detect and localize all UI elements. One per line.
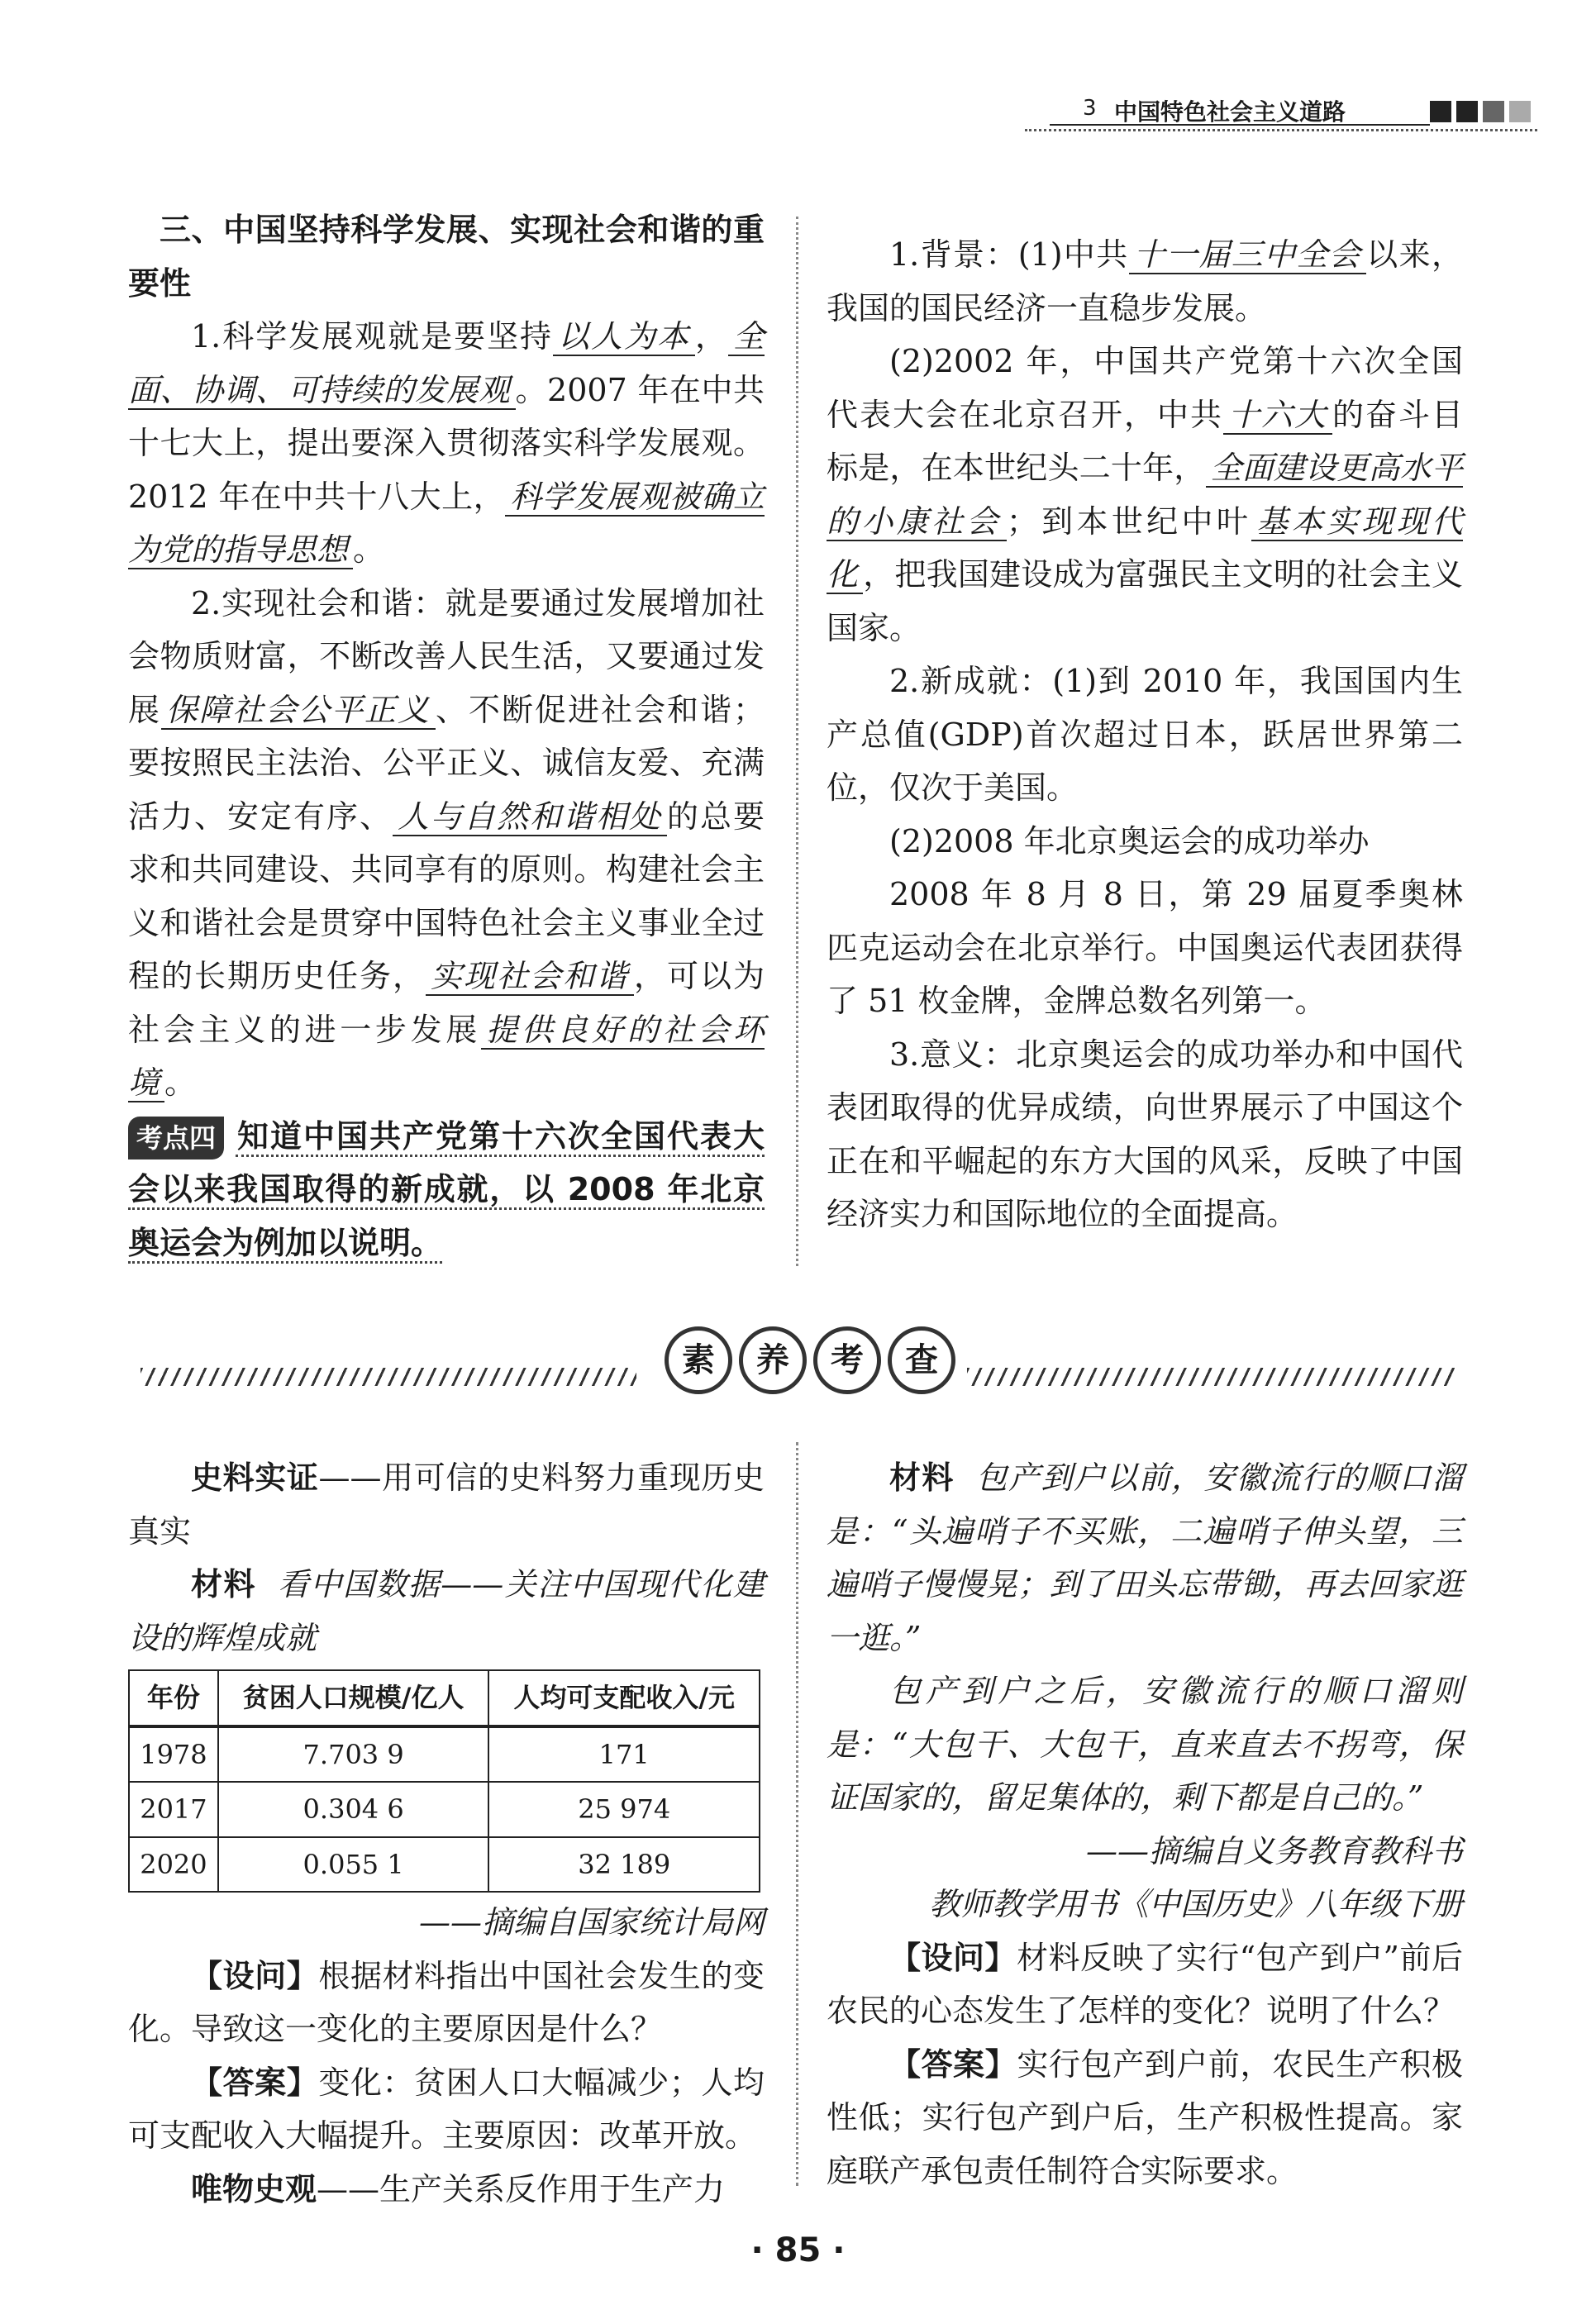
paragraph-background-1: 1.背景：(1)中共 十一届三中全会 以来，我国的国民经济一直稳步发展。	[827, 236, 1463, 326]
material-intro: 材料 包产到户以前，安徽流行的顺口溜是：“头遍哨子不买账，二遍哨子伸头望，三遍哨子慢慢晃；到了田头忘带锄，再去回家逛一逛。”	[827, 1459, 1463, 1656]
banner-hatch-right	[967, 1368, 1455, 1386]
material-intro: 材料 看中国数据——关注中国现代化建设的辉煌成就	[128, 1566, 765, 1656]
fill-answer: 基本实现现代化	[827, 502, 1463, 593]
paragraph-olympics-heading: (2)2008 年北京奥运会的成功举办	[889, 822, 1370, 860]
paragraph-social-harmony: 2.实现社会和谐：就是要通过发展增加社会物质财富，不断改善人民生活，又要通过发展 保障社会公平正义 、不断促进社会和谐；要按照民主法治、公平正义、诚信友爱、充满活力、安定有序、 人与自然和谐相处 的总要求和共同建设、共同享有的原则。构建社会主义和谐社会是贯穿中国特色社会主义事业全过程的长期历史任务， 实现社会和谐 ，可以为社会主义的进一步发展 提供良好的社会环境 。	[128, 584, 765, 1101]
kaodian-label: 考点四	[128, 1117, 224, 1160]
material-paragraph: 包产到户之后，安徽流行的顺口溜则是：“大包干、大包干，直来直去不拐弯，保证国家的，留足集体的，剩下都是自己的。”	[827, 1673, 1463, 1816]
table-header-cell: 贫困人口规模/亿人	[218, 1670, 489, 1726]
table-cell: 1978	[129, 1726, 218, 1783]
page-number: · 85 ·	[750, 2231, 846, 2269]
table-cell: 171	[488, 1726, 760, 1783]
banner-char: 养	[739, 1326, 807, 1394]
question: 【设问】根据材料指出中国社会发生的变化。导致这一变化的主要原因是什么？	[128, 1957, 765, 2047]
banner-char: 考	[813, 1326, 881, 1394]
answer: 【答案】变化：贫困人口大幅减少；人均可支配收入大幅提升。主要原因：改革开放。	[128, 2064, 765, 2154]
column-divider	[796, 1442, 798, 2186]
table-row	[129, 1837, 760, 1893]
answer: 【答案】实行包产到户前，农民生产积极性低；实行包产到户后，生产积极性提高。家庭联产承包责任制符合实际要求。	[827, 2045, 1463, 2189]
table-cell: 25 974	[488, 1782, 760, 1837]
table-header-cell: 年份	[129, 1670, 218, 1726]
fill-answer: 科学发展观被确立为党的指导思想	[128, 478, 765, 568]
question: 【设问】材料反映了实行“包产到户”前后农民的心态发生了怎样的变化？说明了什么？	[827, 1939, 1463, 2029]
fill-answer: 保障社会公平正义	[161, 692, 436, 730]
fill-answer: 全面建设更高水平的小康社会	[827, 450, 1463, 540]
heading-historical-evidence: 史料实证——用可信的史料努力重现历史真实	[128, 1459, 765, 1550]
table-cell: 2020	[129, 1837, 218, 1893]
heading-historical-materialism: 唯物史观——生产关系反作用于生产力	[191, 2170, 726, 2207]
header-blocks-decoration	[1430, 101, 1536, 126]
table-row	[129, 1782, 760, 1837]
fill-answer: 全面、协调、可持续的发展观	[128, 318, 765, 408]
bottom-left-column	[128, 1451, 765, 2216]
paragraph-new-achievements: 2.新成就：(1)到 2010 年，我国国内生产总值(GDP)首次超过日本，跃居世界第二位，仅次于美国。	[827, 663, 1463, 806]
column-divider	[796, 217, 798, 1266]
paragraph-background-2: (2)2002 年，中国共产党第十六次全国代表大会在北京召开，中共 十六大 的奋斗目标是，在本世纪头二十年， 全面建设更高水平的小康社会 ；到本世纪中叶 基本实现现代化 ，把我国建设成为富强民主文明的社会主义国家。	[827, 343, 1463, 646]
table-cell: 32 189	[488, 1837, 760, 1893]
fill-answer: 提供良好的社会环境	[128, 1011, 765, 1101]
banner-hatch-left	[141, 1368, 636, 1386]
section-title: 三、中国坚持科学发展、实现社会和谐的重要性	[128, 212, 765, 302]
bottom-right-column	[827, 1451, 1463, 2198]
banner-title	[653, 1326, 967, 1401]
table-cell: 7.703 9	[218, 1726, 489, 1783]
paragraph-significance: 3.意义：北京奥运会的成功举办和中国代表团取得的优异成绩，向世界展示了中国这个正在和平崛起的东方大国的风采，反映了中国经济实力和国际地位的全面提高。	[827, 1036, 1463, 1232]
paragraph-scientific-development: 1.科学发展观就是要坚持 以人为本 ， 全面、协调、可持续的发展观 。2007 年在中共十七大上，提出要深入贯彻落实科学发展观。2012 年在中共十八大上， 科学发展观被确立为党的指导思想 。	[128, 318, 765, 568]
table-row	[129, 1726, 760, 1783]
table-source: ——摘编自国家统计局网	[418, 1904, 765, 1940]
fill-answer: 十一届三中全会	[1129, 236, 1367, 274]
table-header-cell: 人均可支配收入/元	[488, 1670, 760, 1726]
header-underline	[1050, 124, 1430, 126]
table-header-row	[129, 1670, 760, 1726]
material-source: ——摘编自义务教育教科书	[1085, 1832, 1463, 1869]
material-source: 教师教学用书《中国历史》八年级下册	[928, 1886, 1463, 1922]
fill-answer: 人与自然和谐相处	[393, 798, 667, 836]
data-table	[128, 1669, 760, 1893]
chapter-number: 3	[1083, 96, 1097, 121]
fill-answer: 实现社会和谐	[426, 958, 634, 996]
running-header	[1025, 93, 1537, 126]
header-dotted-rule	[1025, 129, 1537, 131]
table-cell: 0.055 1	[218, 1837, 489, 1893]
fill-answer: 以人为本	[553, 318, 695, 356]
banner-char: 查	[888, 1326, 955, 1394]
table-cell: 2017	[129, 1782, 218, 1837]
fill-answer: 十六大	[1223, 397, 1332, 435]
table-cell: 0.304 6	[218, 1782, 489, 1837]
chapter-title: 中国特色社会主义道路	[1114, 98, 1346, 126]
banner-char: 素	[665, 1326, 732, 1394]
left-column	[128, 203, 765, 1269]
section-banner	[141, 1326, 1455, 1393]
kaodian-text: 知道中国共产党第十六次全国代表大会以来我国取得的新成就，以 2008 年北京奥运会为例加以说明。	[128, 1118, 765, 1264]
kaodian-block	[128, 1110, 765, 1270]
right-column	[827, 228, 1463, 1241]
paragraph-olympics-detail: 2008 年 8 月 8 日，第 29 届夏季奥林匹克运动会在北京举行。中国奥运代表团获得了 51 枚金牌，金牌总数名列第一。	[827, 876, 1463, 1019]
